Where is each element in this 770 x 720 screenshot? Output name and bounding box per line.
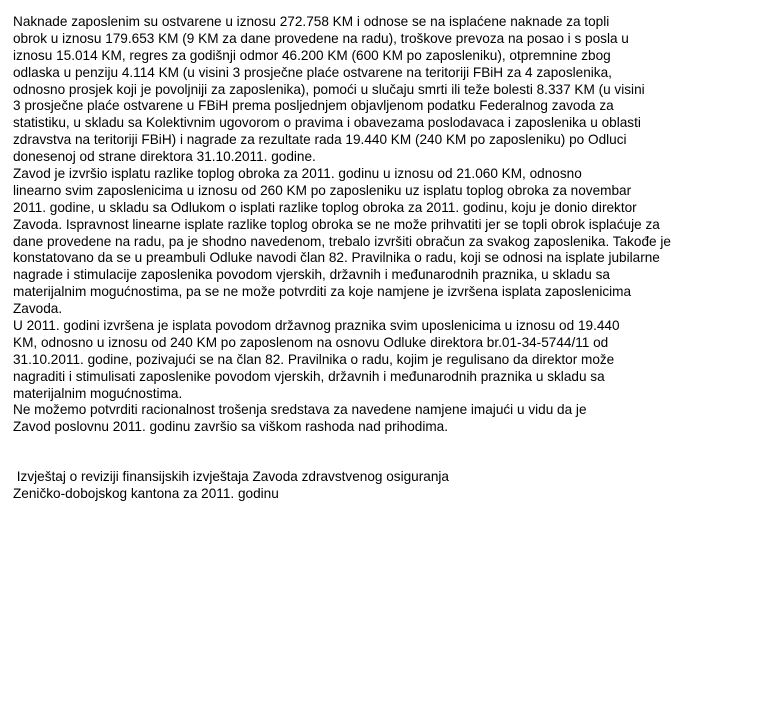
spacer bbox=[13, 436, 763, 469]
text-line: statistiku, u skladu sa Kolektivnim ugovorom o pravima i obavezama poslodavaca i zaposlenika u oblasti bbox=[13, 115, 641, 131]
body-text bbox=[13, 14, 763, 436]
text-line: materijalnim mogućnostima, pa se ne može potvrditi za koje namjene je izvršena isplata zaposlenicima bbox=[13, 284, 632, 300]
text-line: 2011. godine, u skladu sa Odlukom o isplati razlike toplog obroka za 2011. godinu, koju je donio direktor bbox=[13, 199, 637, 215]
document-page bbox=[13, 14, 763, 503]
text-line: Naknade zaposlenim su ostvarene u iznosu 272.758 KM i odnose se na isplaćene naknade za topli bbox=[13, 14, 610, 29]
text-line: Ne možemo potvrditi racionalnost trošenja sredstava za navedene namjene imajući u vidu da je bbox=[13, 402, 587, 418]
text-line: nagrade i stimulacije zaposlenika povodom vjerskih, državnih i međunarodnih praznika, u skladu sa bbox=[13, 267, 610, 283]
text-line: KM, odnosno u iznosu od 240 KM po zaposlenom na osnovu Odluke direktora br.01-34-5744/11 od bbox=[13, 334, 609, 350]
text-line: iznosu 15.014 KM, regres za godišnji odmor 46.200 KM (600 KM po zaposleniku), otpremnine zbog bbox=[13, 47, 611, 63]
text-line: 3 prosječne plaće ostvarene u FBiH prema posljednjem objavljenom podatku Federalnog zavoda za bbox=[13, 98, 614, 114]
text-line: obrok u iznosu 179.653 KM (9 KM za dane provedene na radu), troškove prevoza na posao i s posla u bbox=[13, 30, 629, 46]
text-line: linearno svim zaposlenicima u iznosu od 260 KM po zaposleniku uz isplatu toplog obroka za novembar bbox=[13, 182, 632, 198]
report-footer bbox=[13, 469, 763, 503]
text-line: nagraditi i stimulisati zaposlenike povodom vjerskih, državnih i međunarodnih praznika u skladu sa bbox=[13, 368, 605, 384]
text-line: Zavod poslovnu 2011. godinu završio sa viškom rashoda nad prihodima. bbox=[13, 419, 448, 435]
text-line: dane provedene na radu, pa je shodno navedenom, trebalo izvršiti obračun za svakog zaposlenika. Takođe je bbox=[13, 233, 671, 249]
footer-line: Izvještaj o reviziji finansijskih izvještaja Zavoda zdravstvenog osiguranja bbox=[13, 469, 449, 485]
text-line: Zavoda. Ispravnost linearne isplate razlike toplog obroka se ne može prihvatiti jer se topli obrok isplaćuje za bbox=[13, 216, 660, 232]
text-line: Zavod je izvršio isplatu razlike toplog obroka za 2011. godinu u iznosu od 21.060 KM, odnosno bbox=[13, 166, 582, 182]
text-line: materijalnim mogućnostima. bbox=[13, 385, 183, 401]
footer-line: Zeničko-dobojskog kantona za 2011. godinu bbox=[13, 486, 279, 502]
text-line: Zavoda. bbox=[13, 301, 63, 317]
text-line: odnosno prosjek koji je povoljniji za zaposlenika), pomoći u slučaju smrti ili teže bolesti 8.337 KM (u visini bbox=[13, 81, 645, 97]
text-line: zdravstva na teritoriji FBiH) i nagrade za rezultate rada 19.440 KM (240 KM po zaposleniku) po Odluci bbox=[13, 132, 627, 148]
text-line: odlaska u penziju 4.114 KM (u visini 3 prosječne plaće ostvarene na teritoriji FBiH za 4 zaposlenika, bbox=[13, 64, 612, 80]
text-line: konstatovano da se u preambuli Odluke navodi član 82. Pravilnika o radu, koji se odnosi na isplate jubilarne bbox=[13, 250, 660, 266]
text-line: U 2011. godini izvršena je isplata povodom državnog praznika svim uposlenicima u iznosu od 19.440 bbox=[13, 318, 620, 334]
text-line: donesenoj od strane direktora 31.10.2011. godine. bbox=[13, 149, 316, 165]
text-line: 31.10.2011. godine, pozivajući se na član 82. Pravilnika o radu, kojim je regulisano da direktor može bbox=[13, 351, 615, 367]
